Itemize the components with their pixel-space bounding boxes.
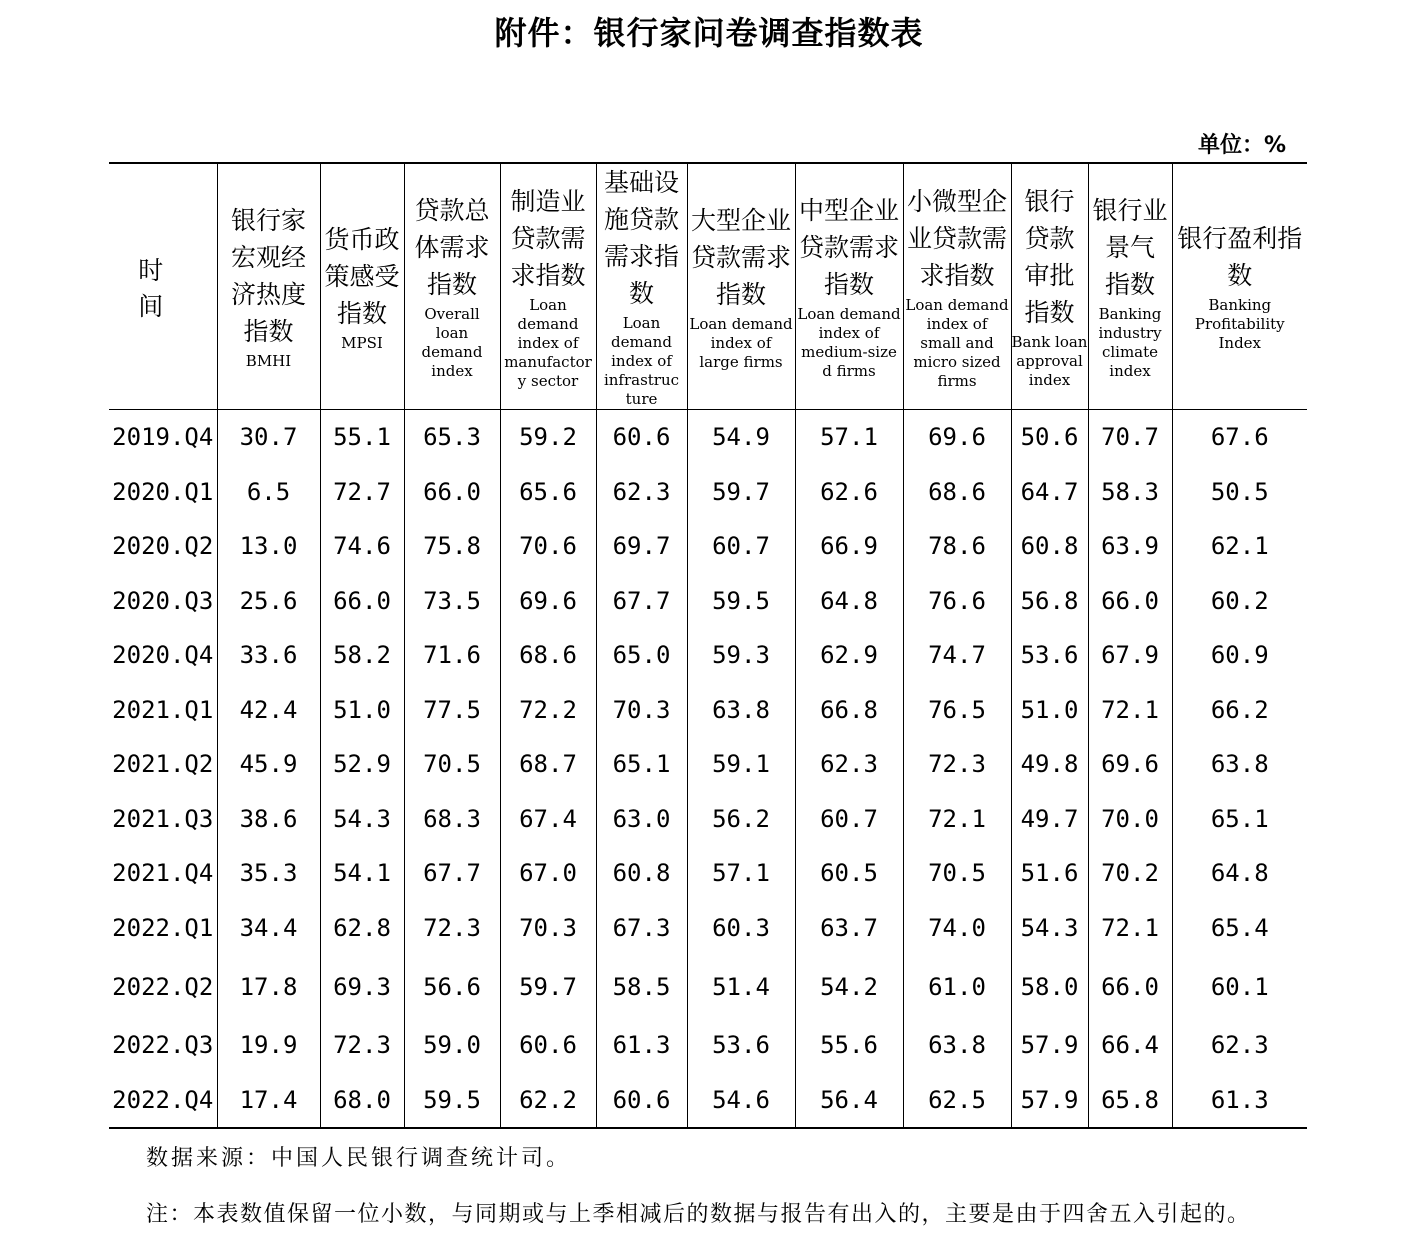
column-header-en <box>501 296 596 391</box>
value-cell: 68.7 <box>500 737 596 792</box>
value-cell: 59.2 <box>500 410 596 465</box>
value-cell: 54.3 <box>320 792 404 847</box>
column-header-en-line: infrastruc <box>603 371 680 389</box>
value-cell: 73.5 <box>404 574 500 629</box>
column-header <box>1172 163 1307 410</box>
column-header-cn-line: 指数 <box>1024 298 1075 327</box>
value-cell: 62.3 <box>1172 1018 1307 1073</box>
value-cell: 72.1 <box>1088 901 1172 956</box>
value-cell: 59.0 <box>404 1018 500 1073</box>
value-cell: 30.7 <box>217 410 320 465</box>
column-header-en <box>321 334 404 353</box>
column-header-cn-line: 银行家 <box>230 206 306 235</box>
column-header-en-line: micro sized <box>913 352 1001 371</box>
table-row <box>109 465 1307 520</box>
table-row <box>109 846 1307 901</box>
value-cell: 69.7 <box>596 519 687 574</box>
value-cell: 66.0 <box>1088 574 1172 629</box>
value-cell: 58.3 <box>1088 465 1172 520</box>
value-cell: 38.6 <box>217 792 320 847</box>
value-cell: 60.5 <box>795 846 903 901</box>
column-header-cn-line: 审批 <box>1024 261 1075 290</box>
value-cell: 17.8 <box>217 955 320 1018</box>
value-cell: 63.8 <box>903 1018 1011 1073</box>
value-cell: 57.1 <box>687 846 795 901</box>
column-header-en-line: manufactor <box>504 352 592 371</box>
value-cell: 76.5 <box>903 683 1011 738</box>
value-cell: 65.1 <box>596 737 687 792</box>
time-cell: 2021.Q1 <box>112 695 214 724</box>
value-cell: 72.3 <box>903 737 1011 792</box>
column-header-cn-line: 施贷款 <box>603 205 679 234</box>
value-cell: 72.7 <box>320 465 404 520</box>
column-header-en-line: Banking <box>1208 296 1272 314</box>
column-header-en-line: Profitability <box>1194 315 1285 333</box>
value-cell: 53.6 <box>687 1018 795 1073</box>
value-cell: 72.3 <box>404 901 500 956</box>
value-cell: 62.6 <box>795 465 903 520</box>
value-cell: 58.0 <box>1011 955 1088 1018</box>
value-cell: 55.6 <box>795 1018 903 1073</box>
column-header-cn-line: 大型企业 <box>690 205 791 235</box>
value-cell: 66.9 <box>795 519 903 574</box>
value-cell: 59.3 <box>687 628 795 683</box>
column-header <box>320 163 404 410</box>
value-cell: 60.9 <box>1172 628 1307 683</box>
column-header-en-line: industry <box>1098 324 1162 342</box>
value-cell: 50.5 <box>1172 465 1307 520</box>
value-cell: 57.9 <box>1011 1018 1088 1073</box>
value-cell: 52.9 <box>320 737 404 792</box>
value-cell: 74.7 <box>903 628 1011 683</box>
value-cell: 59.5 <box>687 574 795 629</box>
value-cell: 60.1 <box>1172 955 1307 1018</box>
column-header-en-line: Overall <box>424 305 480 323</box>
value-cell: 59.7 <box>687 465 795 520</box>
column-header-cn-line: 济热度 <box>230 280 306 309</box>
column-header-cn-line: 中型企业 <box>798 196 899 225</box>
value-cell: 70.0 <box>1088 792 1172 847</box>
value-cell: 74.6 <box>320 519 404 574</box>
time-cell: 2021.Q4 <box>112 859 214 888</box>
value-cell: 62.8 <box>320 901 404 956</box>
column-header-en-line: approval <box>1016 352 1083 370</box>
column-header-cn-line: 贷款总 <box>414 196 490 225</box>
column-header-cn-line: 贷款需求 <box>690 242 791 272</box>
value-cell: 70.6 <box>500 519 596 574</box>
column-header-en <box>1173 296 1308 353</box>
value-cell: 65.0 <box>596 628 687 683</box>
value-cell: 60.6 <box>596 1073 687 1129</box>
value-cell: 51.0 <box>320 683 404 738</box>
value-cell: 33.6 <box>217 628 320 683</box>
value-cell: 68.6 <box>500 628 596 683</box>
value-cell: 70.3 <box>596 683 687 738</box>
column-header-en-line: d firms <box>822 362 876 380</box>
value-cell: 71.6 <box>404 628 500 683</box>
value-cell: 70.7 <box>1088 410 1172 465</box>
value-cell: 67.7 <box>596 574 687 629</box>
column-header-en <box>1089 305 1172 381</box>
column-header-en <box>218 352 320 371</box>
column-header-en-line: demand <box>421 343 483 361</box>
column-header-cn-line: 银行业 <box>1092 196 1168 225</box>
column-header <box>404 163 500 410</box>
value-cell: 66.0 <box>1088 955 1172 1018</box>
unit-label: 单位：% <box>1198 133 1287 158</box>
value-cell: 49.7 <box>1011 792 1088 847</box>
value-cell: 69.3 <box>320 955 404 1018</box>
value-cell: 66.4 <box>1088 1018 1172 1073</box>
table-row <box>109 574 1307 629</box>
value-cell: 51.6 <box>1011 846 1088 901</box>
column-header-en-line: index of <box>926 314 988 333</box>
value-cell: 56.4 <box>795 1073 903 1129</box>
value-cell: 62.3 <box>596 465 687 520</box>
value-cell: 60.7 <box>795 792 903 847</box>
column-header-en-line: index of <box>517 333 579 352</box>
column-header <box>1088 163 1172 410</box>
header-row <box>109 163 1307 410</box>
value-cell: 59.1 <box>687 737 795 792</box>
value-cell: 57.9 <box>1011 1073 1088 1129</box>
value-cell: 62.3 <box>795 737 903 792</box>
column-header-en-line: BMHI <box>245 352 292 370</box>
value-cell: 58.5 <box>596 955 687 1018</box>
column-header-en-line: Banking <box>1098 305 1162 323</box>
value-cell: 67.7 <box>404 846 500 901</box>
value-cell: 50.6 <box>1011 410 1088 465</box>
value-cell: 54.1 <box>320 846 404 901</box>
column-header-cn-line: 求指数 <box>510 260 586 290</box>
value-cell: 63.7 <box>795 901 903 956</box>
page-title: 附件：银行家问卷调查指数表 <box>494 14 924 52</box>
value-cell: 60.6 <box>596 410 687 465</box>
table-row <box>109 1073 1307 1129</box>
table-row <box>109 955 1307 1018</box>
table-row <box>109 1018 1307 1073</box>
column-header-en-line: MPSI <box>341 333 383 352</box>
column-header-en-line: Loan demand <box>905 295 1009 314</box>
value-cell: 65.1 <box>1172 792 1307 847</box>
column-header-en <box>597 314 687 409</box>
column-header-en-line: index of <box>611 352 672 370</box>
time-cell: 2021.Q2 <box>112 750 214 779</box>
value-cell: 65.3 <box>404 410 500 465</box>
column-header-en <box>904 296 1011 391</box>
value-cell: 63.9 <box>1088 519 1172 574</box>
value-cell: 65.8 <box>1088 1073 1172 1129</box>
time-cell: 2020.Q4 <box>112 641 214 670</box>
value-cell: 55.1 <box>320 410 404 465</box>
value-cell: 60.8 <box>596 846 687 901</box>
column-header-en <box>688 315 795 372</box>
column-header-en-line: demand <box>611 333 672 351</box>
column-header-en-line: index <box>1109 362 1151 380</box>
value-cell: 17.4 <box>217 1073 320 1129</box>
value-cell: 51.4 <box>687 955 795 1018</box>
value-cell: 67.6 <box>1172 410 1307 465</box>
time-cell: 2020.Q1 <box>112 477 214 506</box>
value-cell: 58.2 <box>320 628 404 683</box>
value-cell: 54.3 <box>1011 901 1088 956</box>
column-header-en <box>405 305 500 381</box>
source-note: 数据来源：中国人民银行调查统计司。 <box>146 1146 572 1171</box>
time-cell: 2022.Q3 <box>112 1031 214 1060</box>
column-header-cn-line: 业贷款需 <box>906 223 1007 253</box>
column-header-cn-line: 策感受 <box>324 261 400 291</box>
column-header-cn-line: 景气 <box>1104 233 1155 262</box>
table-row <box>109 737 1307 792</box>
value-cell: 68.6 <box>903 465 1011 520</box>
value-cell: 60.2 <box>1172 574 1307 629</box>
value-cell: 61.3 <box>596 1018 687 1073</box>
value-cell: 61.0 <box>903 955 1011 1018</box>
value-cell: 68.0 <box>320 1073 404 1129</box>
value-cell: 6.5 <box>217 465 320 520</box>
column-header-cn-line: 数 <box>1227 261 1253 290</box>
value-cell: 62.5 <box>903 1073 1011 1129</box>
value-cell: 67.4 <box>500 792 596 847</box>
time-cell: 2019.Q4 <box>112 423 214 452</box>
column-header-cn-line: 数 <box>628 279 654 308</box>
value-cell: 63.8 <box>687 683 795 738</box>
column-header-cn-line: 小微型企 <box>906 186 1007 216</box>
value-cell: 62.1 <box>1172 519 1307 574</box>
column-header-cn-line: 需求指 <box>603 242 679 271</box>
value-cell: 70.5 <box>903 846 1011 901</box>
value-cell: 45.9 <box>217 737 320 792</box>
value-cell: 69.6 <box>903 410 1011 465</box>
time-cell: 2022.Q4 <box>112 1085 214 1114</box>
column-header <box>795 163 903 410</box>
column-header-cn-line: 银行盈利指 <box>1177 224 1303 253</box>
column-header-en-line: climate <box>1101 343 1159 361</box>
value-cell: 72.1 <box>1088 683 1172 738</box>
time-cell: 2022.Q2 <box>112 972 214 1001</box>
value-cell: 67.3 <box>596 901 687 956</box>
column-header <box>500 163 596 410</box>
value-cell: 67.9 <box>1088 628 1172 683</box>
column-header-en-line: firms <box>937 371 977 390</box>
column-header-en-line: Bank loan <box>1011 333 1088 351</box>
value-cell: 64.7 <box>1011 465 1088 520</box>
value-cell: 62.2 <box>500 1073 596 1129</box>
column-header-cn-line: 基础设 <box>603 168 679 197</box>
table-row <box>109 683 1307 738</box>
value-cell: 25.6 <box>217 574 320 629</box>
column-header-cn-line: 指数 <box>243 317 294 346</box>
value-cell: 72.1 <box>903 792 1011 847</box>
value-cell: 34.4 <box>217 901 320 956</box>
column-header-cn-line: 指数 <box>1104 270 1155 299</box>
value-cell: 70.3 <box>500 901 596 956</box>
column-header-cn-line: 制造业 <box>510 186 586 216</box>
value-cell: 60.8 <box>1011 519 1088 574</box>
value-cell: 66.2 <box>1172 683 1307 738</box>
column-header-en-line: Index <box>1218 334 1262 352</box>
column-header-cn-line: 宏观经 <box>230 243 306 272</box>
value-cell: 13.0 <box>217 519 320 574</box>
value-cell: 60.7 <box>687 519 795 574</box>
time-cell: 2021.Q3 <box>112 804 214 833</box>
value-cell: 74.0 <box>903 901 1011 956</box>
column-header-en-line: loan <box>435 324 469 342</box>
value-cell: 68.3 <box>404 792 500 847</box>
table-row <box>109 628 1307 683</box>
column-header <box>687 163 795 410</box>
value-cell: 35.3 <box>217 846 320 901</box>
table-row <box>109 410 1307 465</box>
time-cell: 2020.Q2 <box>112 532 214 561</box>
column-header-cn-line: 指数 <box>426 270 477 299</box>
value-cell: 19.9 <box>217 1018 320 1073</box>
column-header-en-line: Loan <box>622 314 661 332</box>
value-cell: 59.5 <box>404 1073 500 1129</box>
value-cell: 54.9 <box>687 410 795 465</box>
time-cell: 2022.Q1 <box>112 913 214 942</box>
value-cell: 65.4 <box>1172 901 1307 956</box>
column-header <box>596 163 687 410</box>
value-cell: 56.8 <box>1011 574 1088 629</box>
value-cell: 75.8 <box>404 519 500 574</box>
value-cell: 54.6 <box>687 1073 795 1129</box>
column-header-en-line: index <box>431 362 473 380</box>
value-cell: 56.6 <box>404 955 500 1018</box>
value-cell: 67.0 <box>500 846 596 901</box>
column-header-cn-line: 贷款 <box>1024 224 1075 253</box>
value-cell: 60.6 <box>500 1018 596 1073</box>
value-cell: 59.7 <box>500 955 596 1018</box>
column-header-cn-line: 指数 <box>336 298 387 328</box>
value-cell: 69.6 <box>500 574 596 629</box>
value-cell: 70.2 <box>1088 846 1172 901</box>
value-cell: 66.8 <box>795 683 903 738</box>
column-header-en-line: Loan demand <box>689 314 793 333</box>
table-row <box>109 519 1307 574</box>
time-cell: 2020.Q3 <box>112 586 214 615</box>
column-header-en-line: small and <box>920 333 994 352</box>
value-cell: 77.5 <box>404 683 500 738</box>
value-cell: 76.6 <box>903 574 1011 629</box>
column-header-cn-line: 贷款需求 <box>798 233 899 262</box>
index-table <box>109 162 1307 1129</box>
value-cell: 72.2 <box>500 683 596 738</box>
value-cell: 72.3 <box>320 1018 404 1073</box>
value-cell: 64.8 <box>1172 846 1307 901</box>
value-cell: 61.3 <box>1172 1073 1307 1129</box>
column-header-en-line: medium-size <box>801 343 897 361</box>
value-cell: 49.8 <box>1011 737 1088 792</box>
value-cell: 78.6 <box>903 519 1011 574</box>
time-header: 时 间 <box>109 163 217 410</box>
column-header-cn-line: 体需求 <box>414 233 490 262</box>
column-header-cn-line: 求指数 <box>919 260 995 290</box>
value-cell: 70.5 <box>404 737 500 792</box>
value-cell: 66.0 <box>404 465 500 520</box>
column-header-en <box>796 305 903 381</box>
value-cell: 63.8 <box>1172 737 1307 792</box>
column-header <box>1011 163 1088 410</box>
column-header-cn-line: 指数 <box>823 270 874 299</box>
value-cell: 62.9 <box>795 628 903 683</box>
table-row <box>109 901 1307 956</box>
column-header-en-line: y sector <box>517 371 579 390</box>
value-cell: 42.4 <box>217 683 320 738</box>
value-cell: 53.6 <box>1011 628 1088 683</box>
value-cell: 65.6 <box>500 465 596 520</box>
value-cell: 64.8 <box>795 574 903 629</box>
column-header-en-line: Loan demand <box>517 295 579 333</box>
rounding-note: 注：本表数值保留一位小数，与同期或与上季相减后的数据与报告有出入的，主要是由于四舍五入引起的。 <box>146 1202 1251 1227</box>
column-header-en-line: index of <box>818 324 880 342</box>
column-header-cn-line: 银行 <box>1024 187 1075 216</box>
value-cell: 60.3 <box>687 901 795 956</box>
column-header-cn-line: 货币政 <box>324 224 400 254</box>
table-row <box>109 792 1307 847</box>
column-header <box>903 163 1011 410</box>
column-header-cn-line: 贷款需 <box>510 223 586 253</box>
value-cell: 57.1 <box>795 410 903 465</box>
column-header <box>217 163 320 410</box>
column-header-cn-line: 指数 <box>715 279 766 309</box>
column-header-en-line: large firms <box>699 352 783 371</box>
column-header-en-line: ture <box>625 390 658 408</box>
value-cell: 51.0 <box>1011 683 1088 738</box>
column-header-en-line: index <box>1028 371 1071 389</box>
value-cell: 69.6 <box>1088 737 1172 792</box>
column-header-en <box>1012 333 1088 390</box>
column-header-en-line: Loan demand <box>797 305 901 323</box>
value-cell: 63.0 <box>596 792 687 847</box>
value-cell: 54.2 <box>795 955 903 1018</box>
value-cell: 56.2 <box>687 792 795 847</box>
column-header-en-line: index of <box>710 333 772 352</box>
value-cell: 66.0 <box>320 574 404 629</box>
